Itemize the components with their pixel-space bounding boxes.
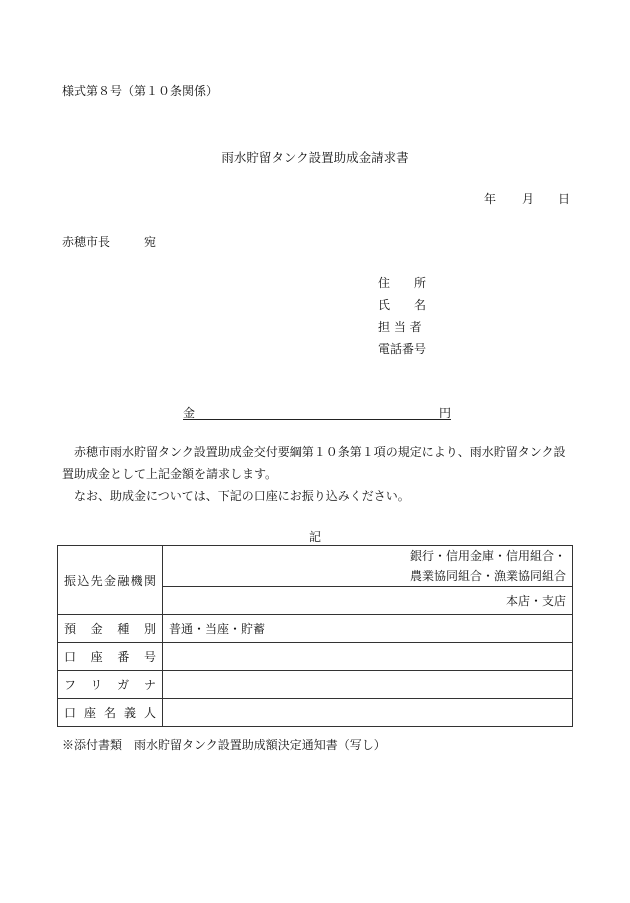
branch-cell[interactable]: 本店・支店 xyxy=(163,587,573,615)
bank-types-line1: 銀行・信用金庫・信用組合・ xyxy=(409,549,566,563)
ki-heading: 記 xyxy=(308,530,321,544)
account-holder-label: 口座名義人 xyxy=(58,699,163,727)
bank-account-table xyxy=(57,545,573,727)
bank-types-line2: 農業協同組合・漁業協同組合 xyxy=(409,569,566,583)
document-title: 雨水貯留タンク設置助成金請求書 xyxy=(221,150,409,165)
date-year-label: 年 xyxy=(484,192,497,206)
request-paragraph-2: なお、助成金については、下記の口座にお振り込みください。 xyxy=(62,489,410,503)
date-day-label: 日 xyxy=(558,192,571,206)
amount-line[interactable] xyxy=(183,404,451,420)
account-holder-cell[interactable] xyxy=(163,699,573,727)
account-number-cell[interactable] xyxy=(163,643,573,671)
amount-prefix: 金 xyxy=(183,406,196,420)
applicant-address-label: 住 所 xyxy=(378,276,427,290)
account-number-label: 口座番号 xyxy=(58,643,163,671)
table-row xyxy=(58,615,573,643)
request-body xyxy=(62,441,574,507)
table-row xyxy=(58,671,573,699)
form-number: 様式第８号（第１０条関係） xyxy=(62,84,219,98)
bank-type-cell[interactable] xyxy=(163,546,573,587)
attachment-note: ※添付書類 雨水貯留タンク設置助成額決定通知書（写し） xyxy=(62,738,386,752)
applicant-phone-label: 電話番号 xyxy=(378,342,427,356)
bank-label: 振込先金融機関 xyxy=(58,546,163,615)
deposit-type-label: 預金種別 xyxy=(58,615,163,643)
applicant-contact-label: 担 当 者 xyxy=(378,320,422,334)
date-month-label: 月 xyxy=(522,192,535,206)
table-row xyxy=(58,643,573,671)
furigana-cell[interactable] xyxy=(163,671,573,699)
deposit-type-cell[interactable]: 普通・当座・貯蓄 xyxy=(163,615,573,643)
request-paragraph-1: 赤穂市雨水貯留タンク設置助成金交付要綱第１０条第１項の規定により、雨水貯留タンク設置助成金として上記金額を請求します。 xyxy=(62,445,566,481)
table-row xyxy=(58,699,573,727)
furigana-label: フリガナ xyxy=(58,671,163,699)
addressee-name: 赤穂市長 xyxy=(62,235,111,249)
addressee-suffix: 宛 xyxy=(144,235,157,249)
table-row xyxy=(58,546,573,587)
applicant-name-label: 氏 名 xyxy=(378,298,427,312)
amount-suffix: 円 xyxy=(438,406,451,420)
addressee xyxy=(62,233,157,250)
